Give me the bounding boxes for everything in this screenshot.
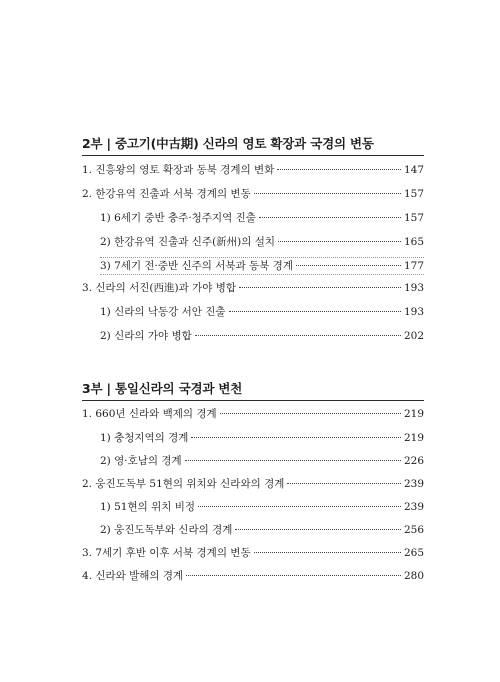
part-2-divider	[82, 155, 424, 156]
toc-entry-label: 3. 7세기 후반 이후 서북 경계의 변동	[82, 547, 251, 559]
dot-leader	[296, 265, 401, 266]
toc-entry-label: 1) 51현의 위치 비정	[100, 501, 196, 513]
toc-entry-page: 280	[403, 570, 424, 582]
dot-leader	[185, 460, 401, 461]
toc-entry-page: 193	[403, 306, 424, 318]
toc-subentry[interactable]	[100, 234, 424, 250]
toc-entry-page: 202	[403, 330, 424, 342]
toc-entry[interactable]	[82, 476, 424, 492]
dot-leader	[195, 335, 401, 336]
toc-entry-label: 3. 신라의 서진(西進)과 가야 병합	[82, 282, 236, 294]
toc-entry-page: 226	[403, 455, 424, 467]
toc-subentry[interactable]	[100, 499, 424, 515]
toc-entry-label: 1) 신라의 낙동강 서안 진출	[100, 306, 226, 318]
toc-entry-label: 2) 신라의 가야 병합	[100, 330, 192, 342]
dot-leader	[191, 437, 401, 438]
dot-leader	[259, 217, 401, 218]
toc-entry[interactable]	[82, 186, 424, 202]
toc-entry[interactable]	[82, 545, 424, 561]
toc-entry-page: 165	[403, 236, 424, 248]
toc-entry[interactable]	[82, 280, 424, 296]
toc-subentry[interactable]	[100, 304, 424, 320]
toc-entry-label: 2) 한강유역 진출과 신주(新州)의 설치	[100, 236, 276, 248]
part-3-divider	[82, 400, 424, 401]
toc-entry-page: 239	[403, 478, 424, 490]
toc-entry-page: 157	[403, 212, 424, 224]
toc-subentry[interactable]	[100, 430, 424, 446]
toc-entry-page: 157	[403, 188, 424, 200]
dot-leader	[254, 193, 401, 194]
part-3-title: 3부 | 통일신라의 국경과 변천	[82, 381, 243, 396]
dot-leader	[278, 241, 401, 242]
dot-leader	[229, 311, 401, 312]
toc-entry-page: 265	[403, 547, 424, 559]
toc-entry-label: 4. 신라와 발해의 경계	[82, 570, 184, 582]
dot-leader	[235, 529, 401, 530]
toc-entry-label: 2) 웅진도독부와 신라의 경계	[100, 524, 233, 536]
toc-entry-page: 219	[403, 408, 424, 420]
toc-entry-page: 193	[403, 282, 424, 294]
toc-entry-page: 177	[403, 260, 424, 272]
toc-entry-page: 219	[403, 432, 424, 444]
toc-subentry[interactable]	[100, 328, 424, 344]
toc-entry[interactable]	[82, 406, 424, 422]
toc-entry-label: 1) 6세기 중반 충주·청주지역 진출	[100, 212, 256, 224]
toc-subentry[interactable]	[100, 453, 424, 469]
dot-leader	[287, 483, 401, 484]
part-2-title: 2부 | 중고기(中古期) 신라의 영토 확장과 국경의 변동	[82, 136, 374, 151]
toc-subentry[interactable]	[100, 257, 424, 275]
dot-leader	[277, 169, 401, 170]
toc-entry-label: 1) 충청지역의 경계	[100, 432, 189, 444]
toc-entry[interactable]	[82, 568, 424, 584]
dot-leader	[239, 287, 401, 288]
dot-leader	[254, 552, 401, 553]
toc-entry-label: 1. 660년 신라와 백제의 경계	[82, 408, 217, 420]
toc-entry-page: 239	[403, 501, 424, 513]
toc-entry[interactable]	[82, 162, 424, 178]
toc-entry-page: 256	[403, 524, 424, 536]
toc-entry-label: 2) 영·호남의 경계	[100, 455, 182, 467]
toc-entry-label: 2. 한강유역 진출과 서북 경계의 변동	[82, 188, 251, 200]
toc-entry-label: 2. 웅진도독부 51현의 위치와 신라와의 경계	[82, 478, 285, 490]
dot-leader	[198, 506, 401, 507]
dot-leader	[220, 413, 401, 414]
toc-entry-label: 3) 7세기 전·중반 신주의 서북과 동북 경계	[100, 260, 293, 272]
toc-subentry[interactable]	[100, 210, 424, 226]
toc-subentry[interactable]	[100, 522, 424, 538]
toc-entry-label: 1. 진흥왕의 영토 확장과 동북 경계의 변화	[82, 164, 275, 176]
dot-leader	[186, 575, 401, 576]
toc-entry-page: 147	[403, 164, 424, 176]
